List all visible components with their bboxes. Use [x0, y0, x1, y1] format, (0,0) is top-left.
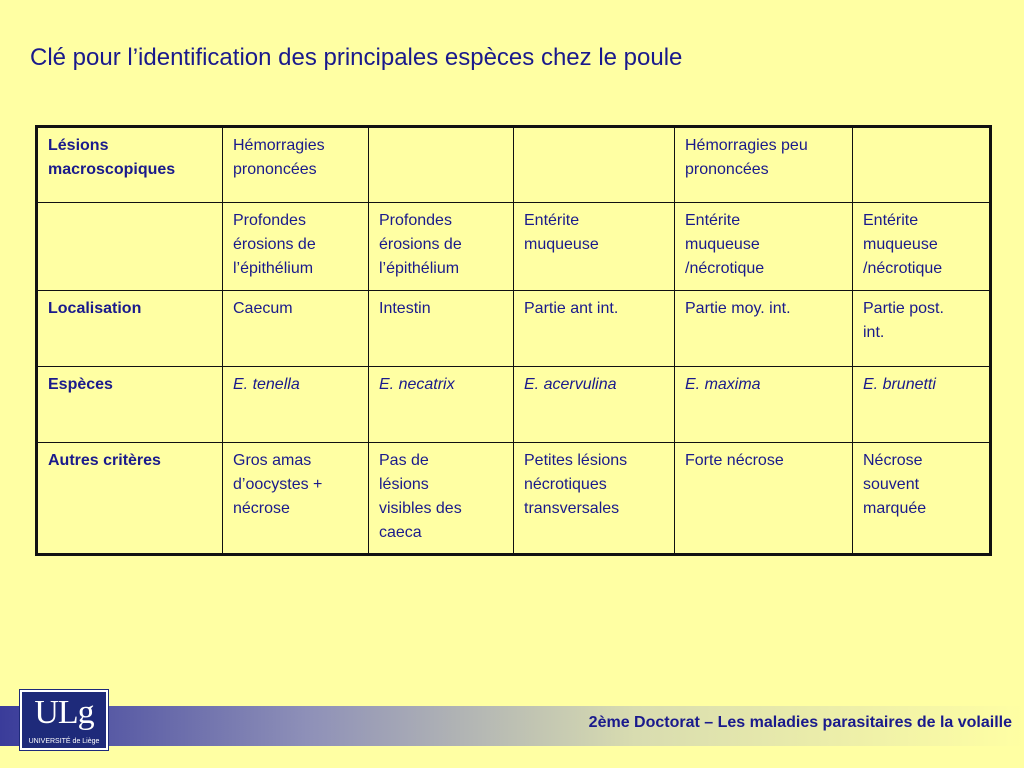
row-header	[37, 203, 223, 291]
table-cell	[853, 443, 991, 555]
row-header	[37, 443, 223, 555]
cell-line: Profondes	[233, 212, 306, 229]
table-cell	[514, 127, 675, 203]
cell-line: E. maxima	[685, 376, 761, 393]
cell-line: Gros amas	[233, 452, 312, 469]
table-cell	[223, 291, 369, 367]
table-row	[37, 127, 991, 203]
table-cell	[369, 443, 514, 555]
cell-line: Hémorragies peu	[685, 137, 808, 154]
identification-table	[35, 125, 992, 556]
table-cell	[223, 367, 369, 443]
cell-line: int.	[863, 324, 885, 341]
cell-line: Intestin	[379, 300, 431, 317]
table-row	[37, 291, 991, 367]
cell-line: lésions	[379, 476, 429, 493]
table-cell	[514, 203, 675, 291]
row-header	[37, 291, 223, 367]
row-header-line: Localisation	[48, 300, 142, 317]
table-cell	[675, 127, 853, 203]
cell-line: l’épithélium	[379, 260, 460, 277]
table-cell	[853, 367, 991, 443]
cell-line: Entérite	[863, 212, 919, 229]
cell-line: /nécrotique	[863, 260, 943, 277]
cell-line: l’épithélium	[233, 260, 314, 277]
cell-line: Partie ant int.	[524, 300, 619, 317]
cell-line: E. acervulina	[524, 376, 617, 393]
cell-line: muqueuse	[524, 236, 599, 253]
row-header	[37, 367, 223, 443]
cell-line: Nécrose	[863, 452, 923, 469]
cell-line: Entérite	[524, 212, 580, 229]
cell-line: Partie moy. int.	[685, 300, 791, 317]
logo-subtitle: UNIVERSITÉ de Liège	[28, 738, 100, 745]
cell-line: Partie post.	[863, 300, 944, 317]
row-header-line: Lésions	[48, 137, 109, 154]
table-row	[37, 367, 991, 443]
row-header	[37, 127, 223, 203]
table-cell	[514, 443, 675, 555]
table-cell	[369, 127, 514, 203]
cell-line: nécrotiques	[524, 476, 607, 493]
table-cell	[369, 291, 514, 367]
table-cell	[675, 291, 853, 367]
cell-line: marquée	[863, 500, 927, 517]
cell-line: prononcées	[685, 161, 769, 178]
cell-line: /nécrotique	[685, 260, 765, 277]
cell-line: Petites lésions	[524, 452, 628, 469]
cell-line: Hémorragies	[233, 137, 325, 154]
cell-line: nécrose	[233, 500, 290, 517]
cell-line: transversales	[524, 500, 620, 517]
cell-line: E. brunetti	[863, 376, 936, 393]
slide-title: Clé pour l’identification des principales espèces chez le poule	[30, 44, 683, 71]
row-header-line: Espèces	[48, 376, 113, 393]
table-cell	[369, 203, 514, 291]
cell-line: Caecum	[233, 300, 293, 317]
cell-line: E. tenella	[233, 376, 300, 393]
table-cell	[514, 367, 675, 443]
table-cell	[223, 203, 369, 291]
cell-line: érosions de	[233, 236, 316, 253]
table-row	[37, 203, 991, 291]
table-cell	[675, 443, 853, 555]
cell-line: d’oocystes +	[233, 476, 323, 493]
cell-line: souvent	[863, 476, 920, 493]
cell-line: Pas de	[379, 452, 429, 469]
table-cell	[369, 367, 514, 443]
identification-table-body	[37, 127, 991, 555]
cell-line: visibles des	[379, 500, 462, 517]
cell-line: prononcées	[233, 161, 317, 178]
cell-line: érosions de	[379, 236, 462, 253]
table-cell	[675, 367, 853, 443]
university-logo	[20, 690, 108, 750]
cell-line: muqueuse	[863, 236, 938, 253]
table-cell	[223, 443, 369, 555]
footer-course-title: 2ème Doctorat – Les maladies parasitaires de la volaille	[588, 714, 1012, 731]
cell-line: Entérite	[685, 212, 741, 229]
cell-line: muqueuse	[685, 236, 760, 253]
cell-line: E. necatrix	[379, 376, 455, 393]
table-cell	[223, 127, 369, 203]
table-cell	[675, 203, 853, 291]
logo-mark: ULg	[34, 694, 94, 731]
row-header-line: Autres critères	[48, 452, 161, 469]
cell-line: Profondes	[379, 212, 452, 229]
table-cell	[514, 291, 675, 367]
table-row	[37, 443, 991, 555]
cell-line: Forte nécrose	[685, 452, 784, 469]
table-cell	[853, 203, 991, 291]
cell-line: caeca	[379, 524, 422, 541]
table-cell	[853, 291, 991, 367]
row-header-line: macroscopiques	[48, 161, 176, 178]
table-cell	[853, 127, 991, 203]
